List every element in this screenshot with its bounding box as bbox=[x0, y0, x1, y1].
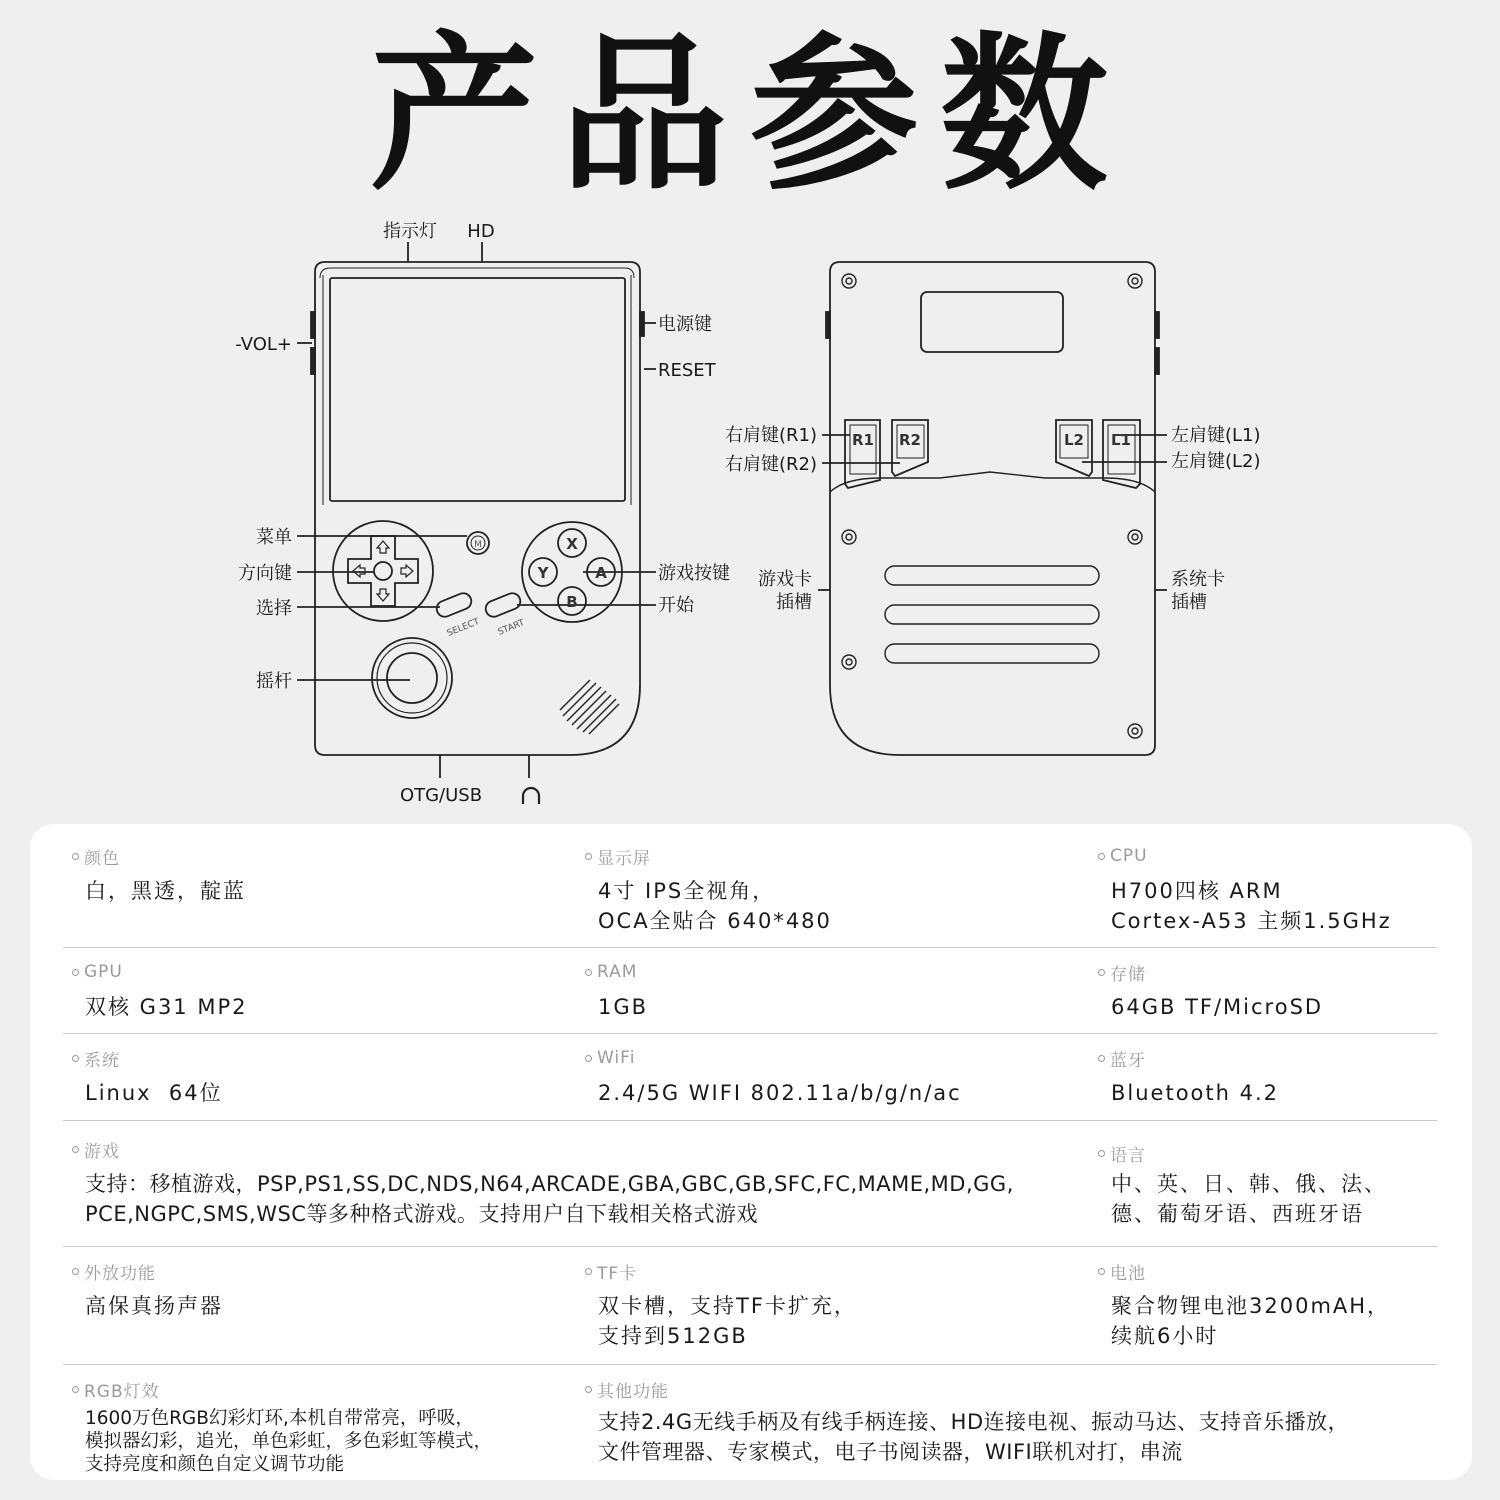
spec-value: 2.4/5G WIFI 802.11a/b/g/n/ac bbox=[598, 1081, 962, 1105]
spec-label: GPU bbox=[84, 962, 123, 982]
spec-ram bbox=[585, 960, 648, 1022]
back-label-window bbox=[921, 292, 1063, 352]
spec-value: Bluetooth 4.2 bbox=[1111, 1081, 1280, 1105]
spec-label: CPU bbox=[1110, 846, 1148, 866]
label-game-slot-1: 游戏卡 bbox=[758, 569, 812, 590]
spec-other bbox=[585, 1377, 1349, 1467]
label-game-slot-2: 插槽 bbox=[776, 592, 812, 613]
spec-label: 电池 bbox=[1110, 1263, 1146, 1284]
b-button-label: B bbox=[566, 593, 578, 611]
spec-wifi bbox=[585, 1046, 962, 1108]
label-reset: RESET bbox=[658, 360, 716, 381]
screen bbox=[330, 278, 625, 501]
spec-row bbox=[63, 1046, 1437, 1121]
a-button-label: A bbox=[595, 564, 607, 582]
spec-label: 语言 bbox=[1110, 1145, 1146, 1166]
spec-value: PCE,NGPC,SMS,WSC等多种格式游戏。支持用户自下载相关格式游戏 bbox=[85, 1202, 758, 1226]
spec-gpu bbox=[72, 960, 248, 1022]
label-indicator: 指示灯 bbox=[383, 221, 437, 242]
start-button bbox=[483, 591, 522, 619]
label-hd: HD bbox=[467, 221, 495, 242]
spec-row bbox=[63, 1137, 1437, 1247]
label-start: 开始 bbox=[658, 595, 694, 616]
spec-value: 支持到512GB bbox=[598, 1324, 748, 1348]
start-mark: START bbox=[496, 618, 527, 638]
label-joystick: 摇杆 bbox=[256, 671, 292, 692]
select-mark: SELECT bbox=[445, 616, 481, 639]
label-select: 选择 bbox=[256, 598, 292, 619]
spec-value: Cortex-A53 主频1.5GHz bbox=[1111, 909, 1392, 933]
spec-rgb bbox=[72, 1377, 492, 1476]
spec-row bbox=[63, 844, 1437, 948]
label-vol: -VOL+ bbox=[235, 334, 292, 355]
spec-value: 高保真扬声器 bbox=[85, 1294, 223, 1318]
card-slot bbox=[885, 566, 1099, 585]
spec-tf bbox=[585, 1259, 857, 1351]
spec-label: 游戏 bbox=[84, 1141, 120, 1162]
spec-speaker bbox=[72, 1259, 223, 1321]
spec-label: 显示屏 bbox=[597, 848, 651, 869]
front-body bbox=[315, 262, 640, 755]
spec-row bbox=[63, 960, 1437, 1034]
label-l2: 左肩键(L2) bbox=[1171, 451, 1261, 472]
spec-value: 双核 G31 MP2 bbox=[85, 995, 248, 1019]
card-slot bbox=[885, 644, 1099, 663]
x-button-label: X bbox=[566, 535, 578, 553]
spec-value: 4寸 IPS全视角， bbox=[598, 879, 776, 903]
label-dpad: 方向键 bbox=[238, 563, 292, 584]
spec-label: 存储 bbox=[1110, 964, 1146, 985]
spec-value: OCA全贴合 640*480 bbox=[598, 909, 832, 933]
label-r2: 右肩键(R2) bbox=[724, 454, 817, 475]
label-game-buttons: 游戏按键 bbox=[658, 563, 730, 584]
spec-value: 64GB TF/MicroSD bbox=[1111, 995, 1324, 1019]
spec-label: TF卡 bbox=[597, 1263, 638, 1284]
page-title: 产品参数 bbox=[370, 17, 1130, 213]
label-sys-slot-1: 系统卡 bbox=[1171, 569, 1225, 590]
spec-value: 中、英、日、韩、俄、法、 bbox=[1111, 1172, 1387, 1196]
spec-value: 聚合物锂电池3200mAH， bbox=[1111, 1294, 1391, 1318]
l1-mark: L1 bbox=[1111, 431, 1131, 449]
spec-label: RAM bbox=[597, 962, 638, 982]
spec-label: RGB灯效 bbox=[84, 1381, 160, 1402]
spec-label: 其他功能 bbox=[597, 1381, 669, 1402]
spec-display bbox=[585, 844, 832, 936]
menu-button-label: M bbox=[474, 540, 482, 550]
card-slot bbox=[885, 605, 1099, 624]
spec-value: 德、葡萄牙语、西班牙语 bbox=[1111, 1202, 1364, 1226]
spec-value: 双卡槽，支持TF卡扩充， bbox=[598, 1294, 857, 1318]
r2-mark: R2 bbox=[899, 431, 921, 449]
spec-value: 支持2.4G无线手柄及有线手柄连接、HD连接电视、振动马达、支持音乐播放， bbox=[598, 1410, 1350, 1434]
spec-language bbox=[1098, 1141, 1387, 1229]
label-otg: OTG/USB bbox=[399, 785, 483, 806]
spec-storage bbox=[1098, 960, 1323, 1022]
spec-games bbox=[72, 1137, 1014, 1229]
spec-battery bbox=[1098, 1259, 1390, 1351]
dpad bbox=[348, 536, 418, 606]
spec-color bbox=[72, 844, 246, 906]
spec-value: Linux 64位 bbox=[85, 1081, 223, 1105]
spec-label: 系统 bbox=[84, 1050, 120, 1071]
spec-label: WiFi bbox=[597, 1048, 636, 1068]
joystick bbox=[372, 638, 452, 718]
label-r1: 右肩键(R1) bbox=[724, 425, 817, 446]
spec-row bbox=[63, 1259, 1437, 1365]
spec-value: 1600万色RGB幻彩灯环,本机自带常亮，呼吸， bbox=[85, 1408, 474, 1429]
select-button bbox=[434, 591, 473, 619]
spec-value: 1GB bbox=[598, 995, 649, 1019]
l2-mark: L2 bbox=[1064, 431, 1084, 449]
spec-value: 模拟器幻彩，追光，单色彩虹，多色彩虹等模式， bbox=[85, 1431, 493, 1452]
spec-value: 支持亮度和颜色自定义调节功能 bbox=[85, 1454, 345, 1475]
spec-value: 续航6小时 bbox=[1111, 1324, 1219, 1348]
y-button-label: Y bbox=[537, 564, 549, 582]
spec-label: 外放功能 bbox=[84, 1263, 156, 1284]
spec-bluetooth bbox=[1098, 1046, 1279, 1108]
spec-card bbox=[30, 824, 1472, 1480]
r1-mark: R1 bbox=[852, 431, 874, 449]
spec-label: 颜色 bbox=[84, 848, 120, 869]
spec-value: 白，黑透，靛蓝 bbox=[85, 879, 246, 903]
spec-cpu bbox=[1098, 844, 1392, 936]
spec-row bbox=[63, 1377, 1437, 1477]
spec-value: 文件管理器、专家模式，电子书阅读器，WIFI联机对打，串流 bbox=[598, 1440, 1183, 1464]
label-menu: 菜单 bbox=[256, 527, 292, 548]
label-power: 电源键 bbox=[658, 314, 712, 335]
spec-value: H700四核 ARM bbox=[1111, 879, 1283, 903]
back-body bbox=[830, 262, 1155, 755]
label-sys-slot-2: 插槽 bbox=[1171, 592, 1207, 613]
headphone-icon bbox=[523, 788, 539, 804]
spec-value: 支持：移植游戏，PSP,PS1,SS,DC,NDS,N64,ARCADE,GBA,GBC,GB,SFC,FC,MAME,MD,GG, bbox=[85, 1172, 1014, 1196]
label-l1: 左肩键(L1) bbox=[1171, 425, 1261, 446]
spec-label: 蓝牙 bbox=[1110, 1050, 1146, 1071]
spec-system bbox=[72, 1046, 223, 1108]
